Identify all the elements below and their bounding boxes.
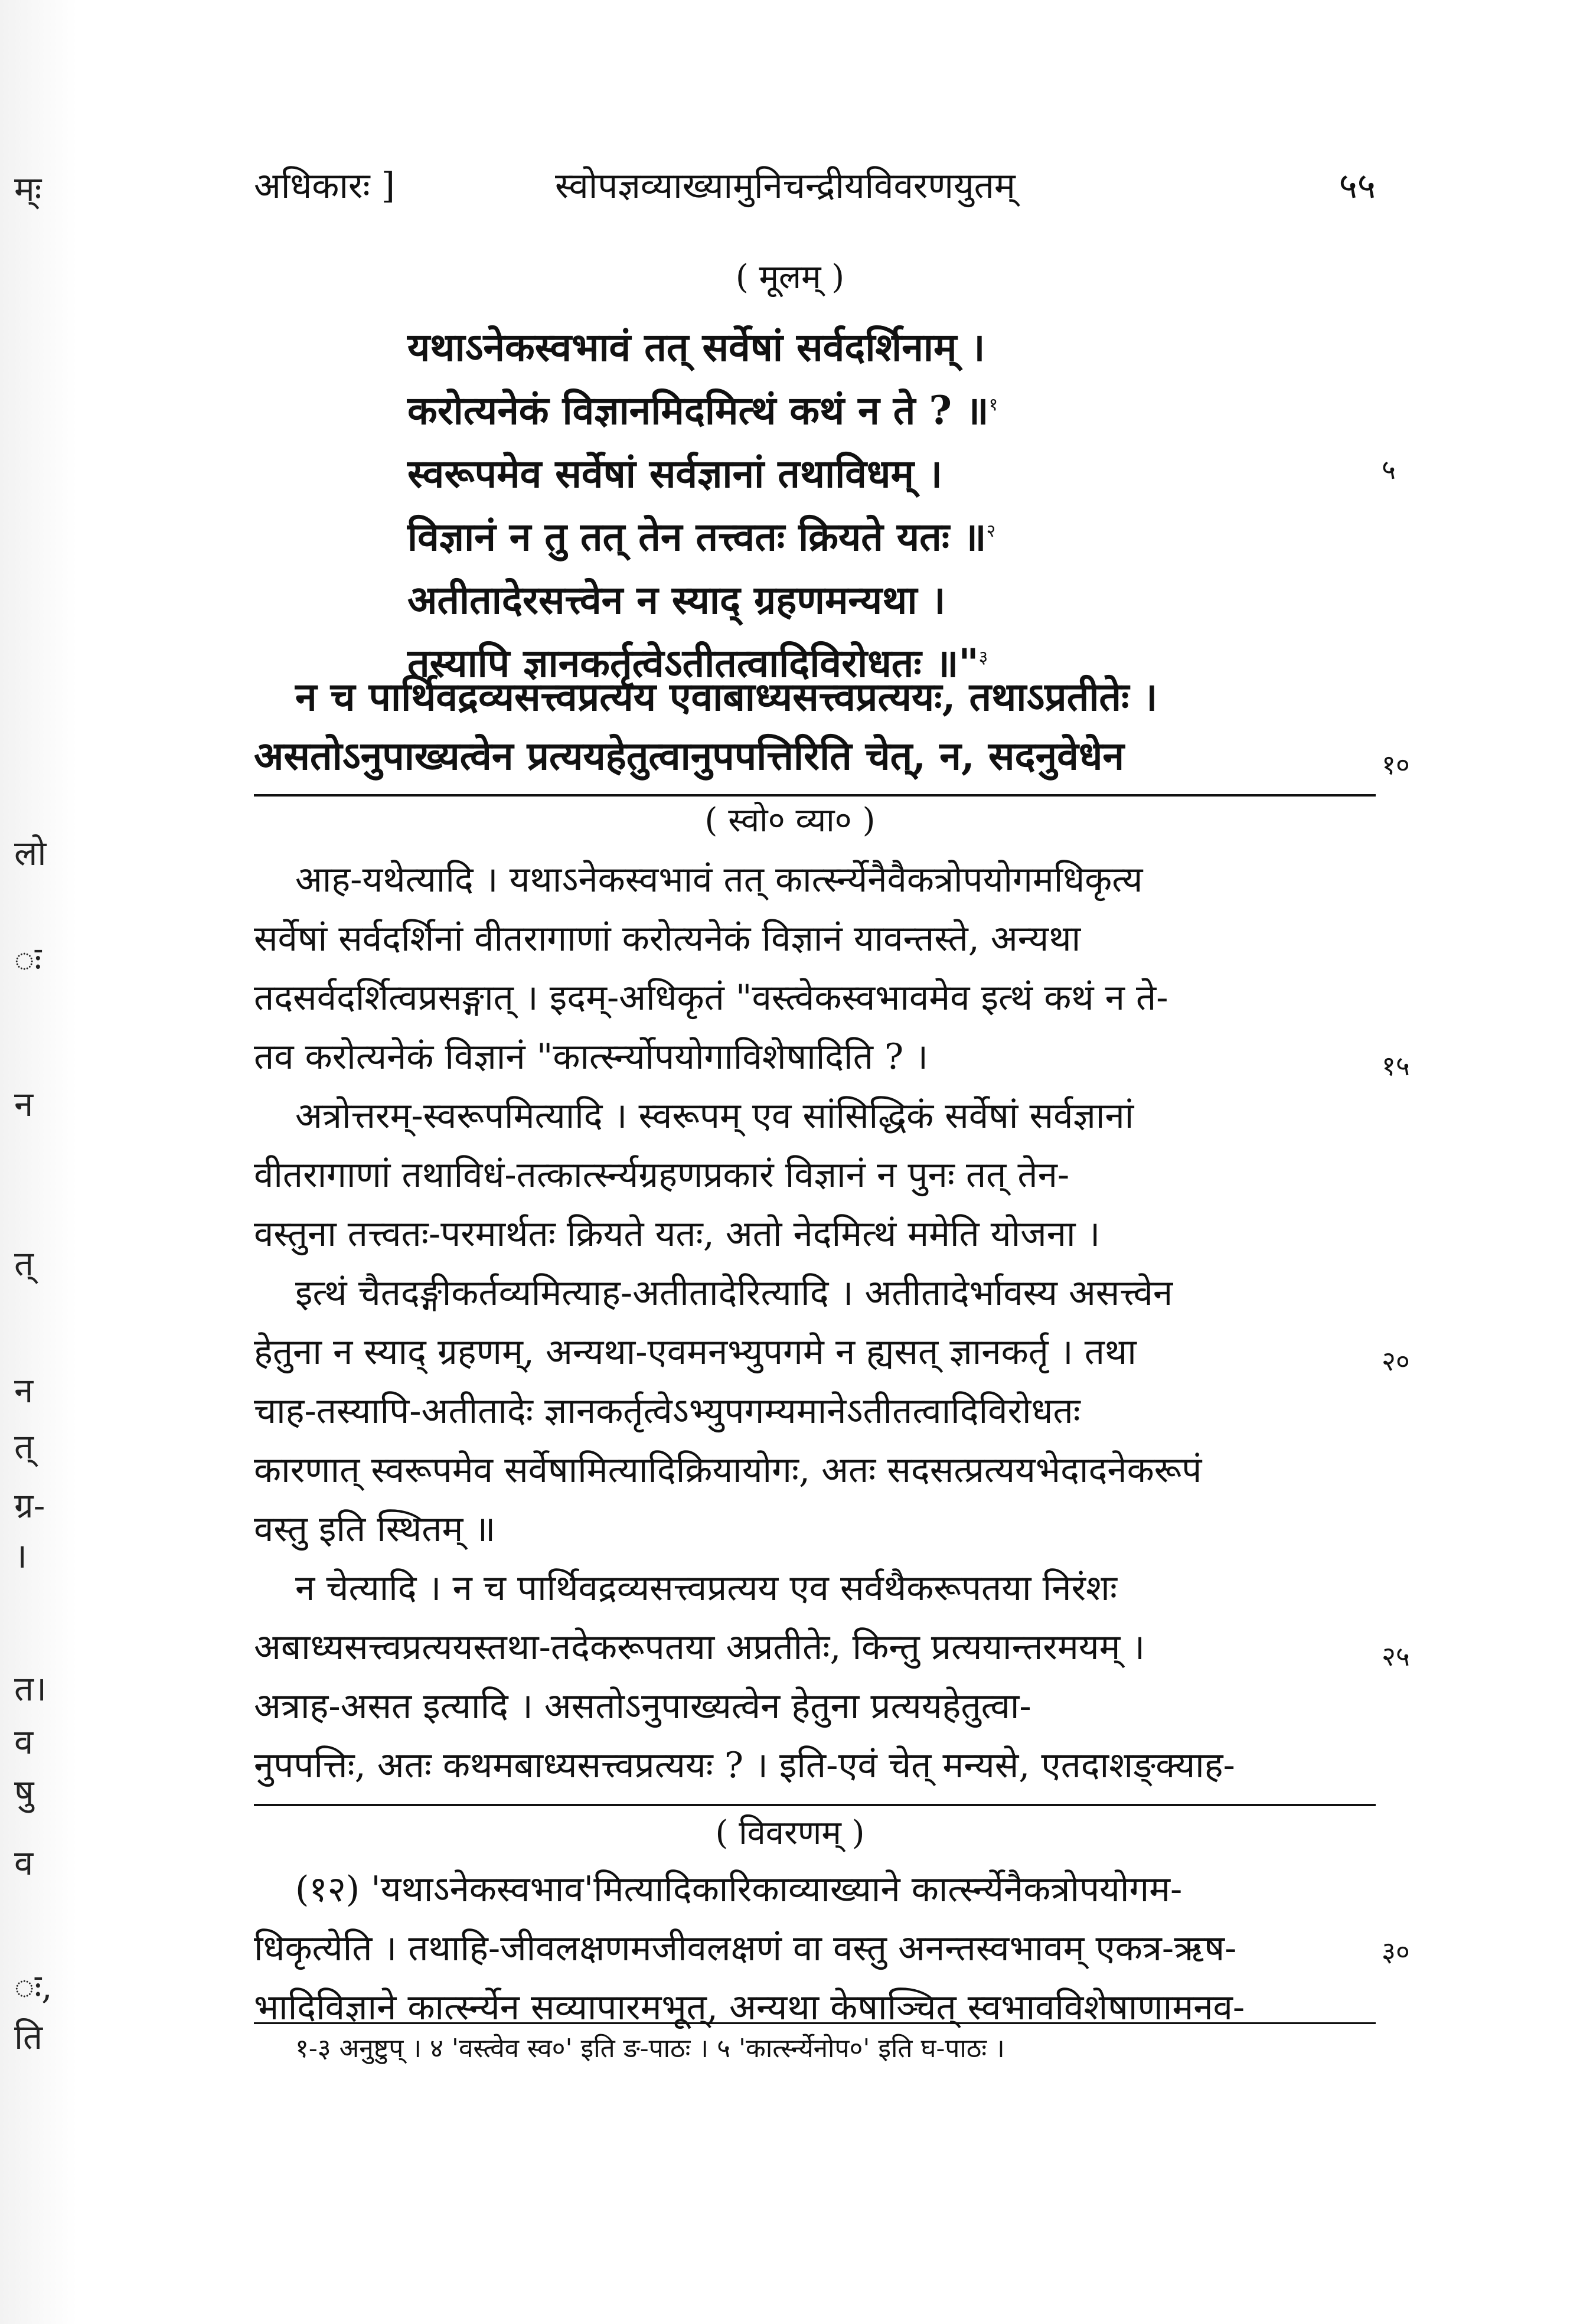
margin-fragment: न	[14, 1084, 34, 1124]
margin-fragment: लो	[14, 833, 47, 873]
section-divider	[254, 1804, 1376, 1806]
margin-fragment: ः,	[14, 1967, 53, 2007]
vivarana-heading: ( विवरणम् )	[715, 1814, 865, 1852]
svopajna-text	[254, 850, 1376, 1795]
commentary-line: हेतुना न स्याद् ग्रहणम्, अन्यथा-एवमनभ्युपगमे न ह्यसत् ज्ञानकर्तृ । तथा	[254, 1331, 1137, 1373]
verse-line: विज्ञानं न तु तत् तेन तत्त्वतः क्रियते यतः ॥$^२$	[407, 514, 996, 560]
commentary-line: वीतरागाणां तथाविधं-तत्कार्त्स्न्यग्रहणप्रकारं विज्ञानं न पुनः तत् तेन-	[254, 1154, 1070, 1196]
verse-footnote-mark: २	[986, 521, 996, 541]
mula-prose	[254, 667, 1376, 785]
commentary-line: वस्तुना तत्त्वतः-परमार्थतः क्रियते यतः, अतो नेदमित्थं ममेति योजना ।	[254, 1213, 1101, 1255]
commentary-line: आह-यथेत्यादि । यथाऽनेकस्वभावं तत् कार्त्स्न्येनैवैकत्रोपयोगमधिकृत्य	[295, 859, 1143, 900]
line-number: ३०	[1382, 1935, 1410, 1967]
prose-line: असतोऽनुपाख्यत्वेन प्रत्ययहेतुत्वानुपपत्तिरिति चेत्, न, सदनुवेधेन	[254, 733, 1125, 779]
footnote-divider	[254, 2022, 1376, 2024]
commentary-line: अत्रोत्तरम्-स्वरूपमित्यादि । स्वरूपम् एव सांसिद्धिकं सर्वेषां सर्वज्ञानां	[295, 1095, 1134, 1137]
mula-verses	[407, 313, 998, 692]
running-header	[254, 159, 1376, 213]
line-number: १०	[1382, 749, 1410, 781]
verse-footnote-mark: ३	[978, 647, 988, 668]
margin-fragment: ति	[14, 2017, 43, 2057]
margin-fragment: व	[14, 1843, 34, 1883]
header-title: स्वोपज्ञव्याख्यामुनिचन्द्रीयविवरणयुतम्	[555, 165, 1016, 207]
verse-footnote-mark: १	[988, 394, 998, 415]
page-number: ५५	[1339, 165, 1376, 207]
commentary-line: तव करोत्यनेकं विज्ञानं "कार्त्स्न्योपयोगाविशेषादिति ? ।	[254, 1036, 928, 1078]
margin-fragment: व	[14, 1722, 34, 1762]
margin-fragment: ः	[14, 939, 42, 980]
commentary-line: वस्तु इति स्थितम् ॥	[254, 1509, 496, 1550]
verse-line: अतीतादेरसत्त्वेन न स्याद् ग्रहणमन्यथा ।	[407, 577, 946, 623]
commentary-line: अत्राह-असत इत्यादि । असतोऽनुपाख्यत्वेन हेतुना प्रत्ययहेतुत्वा-	[254, 1686, 1031, 1727]
vivarana-line: भादिविज्ञाने कार्त्स्न्येन सव्यापारमभूत्, अन्यथा केषाञ्चित् स्वभावविशेषाणामनव-	[254, 1987, 1245, 2028]
margin-fragment: ग्र-	[14, 1486, 45, 1526]
commentary-line: न चेत्यादि । न च पार्थिवद्रव्यसत्त्वप्रत्यय एव सर्वथैकरूपतया निरंशः	[295, 1568, 1117, 1609]
commentary-line: अबाध्यसत्त्वप्रत्ययस्तथा-तदेकरूपतया अप्रतीतेः, किन्तु प्रत्ययान्तरमयम् ।	[254, 1627, 1145, 1668]
verse-line: स्वरूपमेव सर्वेषां सर्वज्ञानां तथाविधम् ।	[407, 451, 942, 497]
mula-heading: ( मूलम् )	[735, 258, 845, 296]
margin-fragment: त्	[14, 1427, 34, 1467]
verse-line: यथाऽनेकस्वभावं तत् सर्वेषां सर्वदर्शिनाम् ।	[407, 324, 985, 370]
margin-fragment: न	[14, 1370, 34, 1411]
margin-fragment: त।	[14, 1669, 47, 1709]
line-number: १५	[1382, 1050, 1410, 1082]
vivarana-text	[254, 1860, 1376, 2037]
commentary-line: इत्थं चैतदङ्गीकर्तव्यमित्याह-अतीतादेरित्यादि । अतीतादेर्भावस्य असत्त्वेन	[295, 1272, 1173, 1314]
verse-line: करोत्यनेकं विज्ञानमिदमित्थं कथं न ते ? ॥$^१$	[407, 387, 998, 433]
section-divider	[254, 794, 1376, 797]
vivarana-line: (१२) 'यथाऽनेकस्वभाव'मित्यादिकारिकाव्याख्याने कार्त्स्न्येनैकत्रोपयोगम-	[295, 1869, 1183, 1910]
line-number: ५	[1382, 453, 1396, 485]
header-chapter: अधिकारः ]	[254, 165, 396, 207]
commentary-line: कारणात् स्वरूपमेव सर्वेषामित्यादिक्रियायोगः, अतः सदसत्प्रत्ययभेदादनेकरूपं	[254, 1450, 1202, 1491]
line-number: २५	[1382, 1640, 1410, 1672]
svopajna-heading: ( स्वो० व्या० )	[704, 801, 876, 840]
commentary-line: चाह-तस्यापि-अतीतादेः ज्ञानकर्तृत्वेऽभ्युपगम्यमानेऽतीतत्वादिविरोधतः	[254, 1391, 1080, 1432]
line-number: २०	[1382, 1345, 1410, 1377]
margin-fragment: ।	[14, 1536, 27, 1576]
vivarana-line: धिकृत्येति । तथाहि-जीवलक्षणमजीवलक्षणं वा वस्तु अनन्तस्वभावम् एकत्र-ऋष-	[254, 1928, 1237, 1969]
margin-fragment: षु	[14, 1772, 34, 1812]
margin-fragment: म्ः	[14, 169, 42, 209]
footnotes: १-३ अनुष्टुप् । ४ 'वस्त्वेव स्व०' इति ङ-पाठः । ५ 'कार्त्स्न्येनोप०' इति घ-पाठः ।	[295, 2034, 1005, 2064]
commentary-line: नुपपत्तिः, अतः कथमबाध्यसत्त्वप्रत्ययः ? । इति-एवं चेत् मन्यसे, एतदाशङ्क्याह-	[254, 1745, 1235, 1786]
verse-line: तस्यापि ज्ञानकर्तृत्वेऽतीतत्वादिविरोधतः ॥"$^३$	[407, 640, 988, 686]
prose-line: न च पार्थिवद्रव्यसत्त्वप्रत्यय एवाबाध्यसत्त्वप्रत्ययः, तथाऽप्रतीतेः ।	[295, 674, 1158, 720]
commentary-line: तदसर्वदर्शित्वप्रसङ्गात् । इदम्-अधिकृतं "वस्त्वेकस्वभावमेव इत्थं कथं न ते-	[254, 977, 1168, 1019]
margin-fragment: त्	[14, 1243, 34, 1284]
commentary-line: सर्वेषां सर्वदर्शिनां वीतरागाणां करोत्यनेकं विज्ञानं यावन्तस्ते, अन्यथा	[254, 918, 1081, 959]
